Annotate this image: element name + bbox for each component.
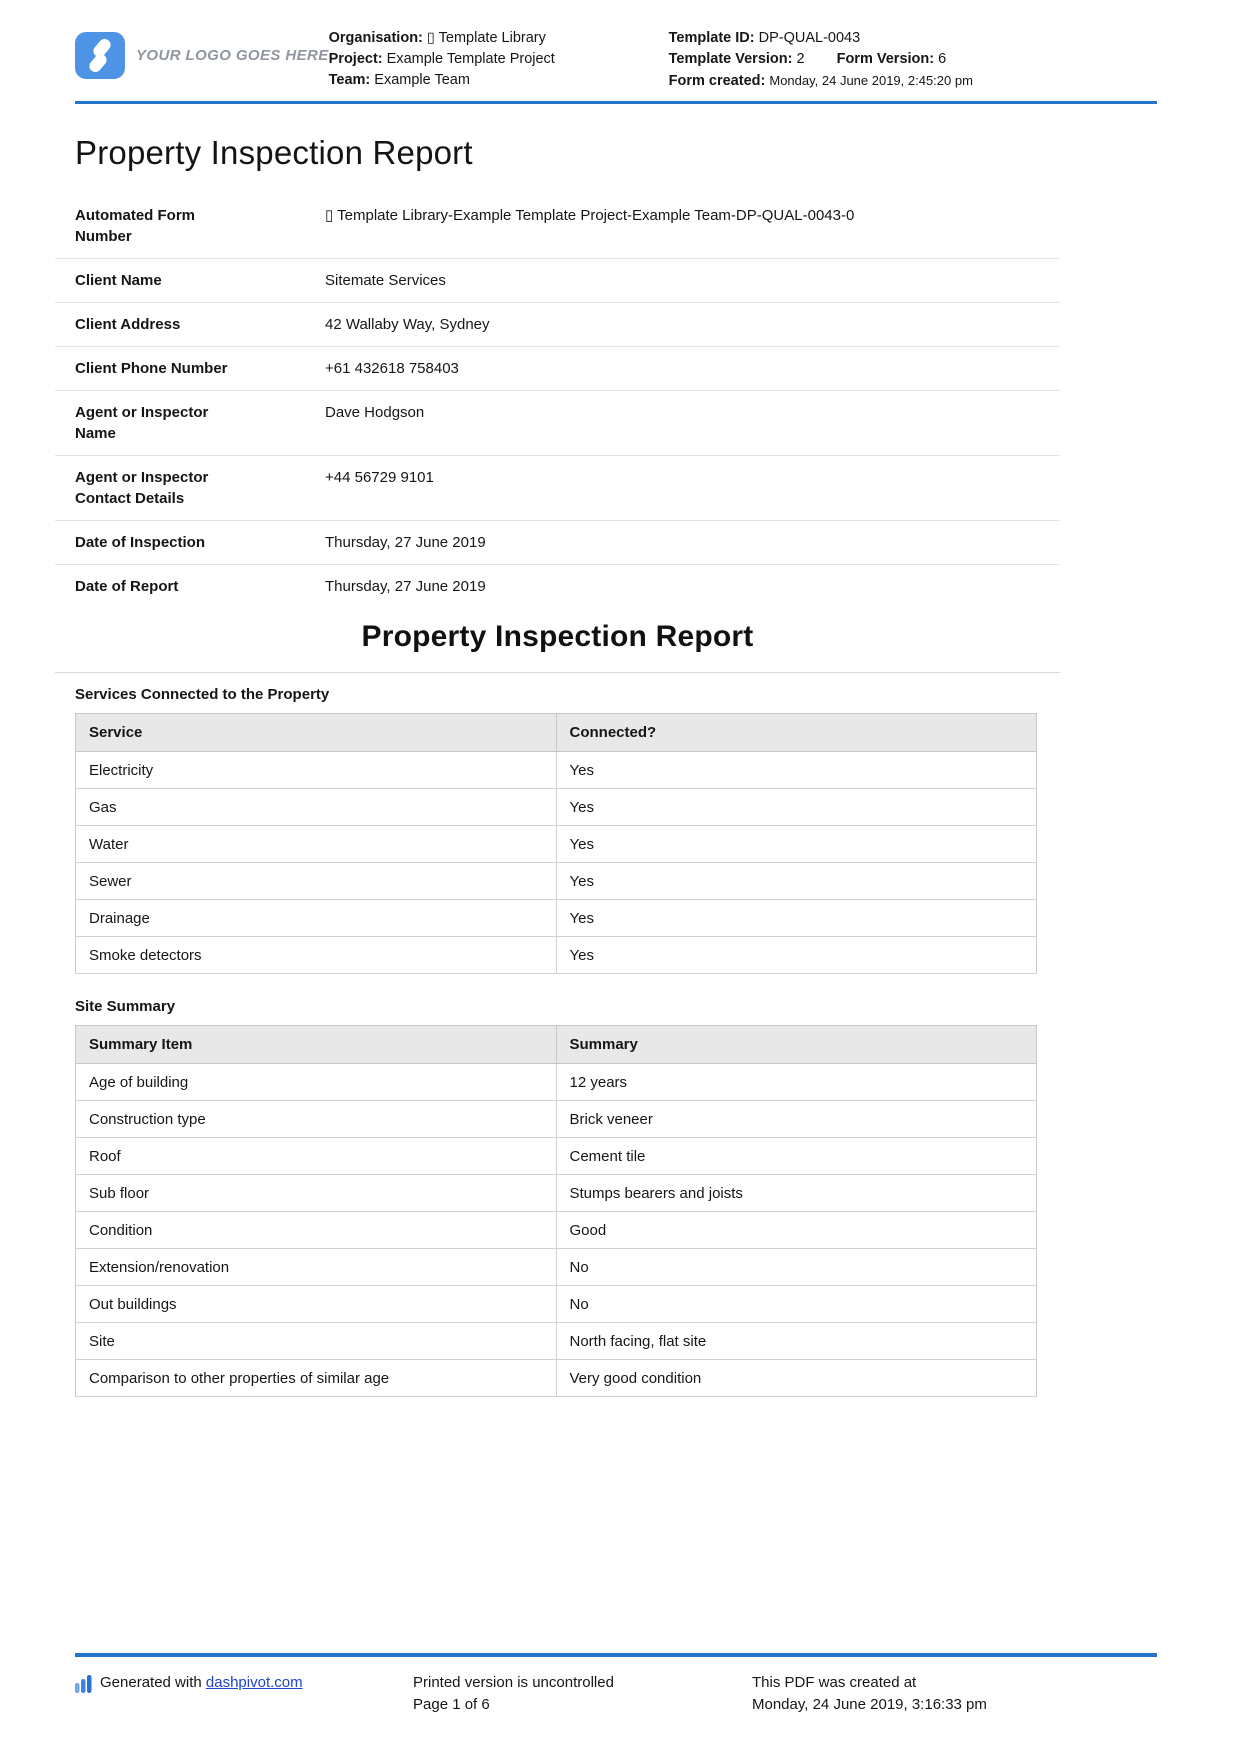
summary-item-cell: Comparison to other properties of similar age [76,1360,557,1397]
detail-row-client-phone [55,347,1060,391]
detail-label: Date of Inspection [75,534,206,551]
table-row [76,1175,1037,1212]
service-cell: Gas [76,789,557,826]
summary-item-cell: Sub floor [76,1175,557,1212]
detail-label: Automated Form Number [75,207,195,245]
form-created-value: Monday, 24 June 2019, 2:45:20 pm [769,73,973,88]
detail-value: ▯ Template Library-Example Template Project-Example Team-DP-QUAL-0043-0 [325,207,855,224]
detail-value: +61 432618 758403 [325,360,459,377]
pdf-created-label: This PDF was created at [752,1674,917,1691]
footer-divider [75,1653,1157,1657]
template-version-label: Template Version: [668,51,793,67]
form-created-line [669,70,1157,92]
detail-value: 42 Wallaby Way, Sydney [325,316,490,333]
detail-label: Agent or Inspector Name [75,404,209,442]
header-template-info [669,28,1157,92]
project-value: Example Template Project [386,51,555,67]
s-swirl-logo-icon [75,32,125,79]
summary-item-cell: Age of building [76,1064,557,1101]
summary-cell: Good [556,1212,1037,1249]
page-title: Property Inspection Report [75,134,473,171]
project-label: Project: [328,51,383,67]
team-value: Example Team [374,72,470,88]
summary-cell: Very good condition [556,1360,1037,1397]
connected-cell: Yes [556,863,1037,900]
footer-generated-with [75,1672,413,1716]
connected-cell: Yes [556,752,1037,789]
services-table [75,713,1037,974]
detail-row-date-of-report [55,565,1060,608]
report-title: Property Inspection Report [361,620,754,653]
table-row [76,1138,1037,1175]
template-id-value: DP-QUAL-0043 [758,30,861,46]
detail-value: Sitemate Services [325,272,446,289]
logo-placeholder-text: YOUR LOGO GOES HERE [136,47,329,64]
header-divider [75,101,1157,104]
form-version-value: 6 [938,51,947,67]
table-row [76,863,1037,900]
team-label: Team: [328,72,371,88]
site-summary-table [75,1025,1037,1397]
column-header-summary: Summary [556,1026,1037,1064]
detail-row-client-name [55,259,1060,303]
summary-cell: Brick veneer [556,1101,1037,1138]
detail-label: Client Address [75,316,181,333]
form-details-list [55,194,1060,608]
summary-item-cell: Out buildings [76,1286,557,1323]
footer-printed-info [413,1672,752,1716]
summary-item-cell: Extension/renovation [76,1249,557,1286]
detail-value: Dave Hodgson [325,404,425,421]
summary-cell: 12 years [556,1064,1037,1101]
connected-cell: Yes [556,789,1037,826]
column-header-summary-item: Summary Item [76,1026,557,1064]
pdf-created-timestamp: Monday, 24 June 2019, 3:16:33 pm [752,1696,987,1713]
detail-value: Thursday, 27 June 2019 [325,578,486,595]
organisation-value: ▯ Template Library [426,30,546,46]
service-cell: Sewer [76,863,557,900]
table-row [76,937,1037,974]
table-row [76,1286,1037,1323]
connected-cell: Yes [556,826,1037,863]
table-header-row [76,1026,1037,1064]
detail-row-client-address [55,303,1060,347]
detail-label: Client Name [75,272,162,289]
services-section-heading: Services Connected to the Property [75,686,330,703]
summary-cell: Stumps bearers and joists [556,1175,1037,1212]
dashpivot-link[interactable]: dashpivot.com [205,1674,303,1691]
detail-row-automated-form-number [55,194,1060,259]
organisation-label: Organisation: [328,30,423,46]
detail-row-date-of-inspection [55,521,1060,565]
summary-cell: No [556,1249,1037,1286]
report-title-block [55,608,1060,673]
connected-cell: Yes [556,937,1037,974]
detail-row-agent-name [55,391,1060,456]
site-summary-heading: Site Summary [75,998,176,1015]
detail-label: Client Phone Number [75,360,228,377]
page-number: Page 1 of 6 [413,1696,490,1713]
detail-label: Date of Report [75,578,179,595]
summary-item-cell: Condition [76,1212,557,1249]
table-row [76,1360,1037,1397]
template-id-label: Template ID: [668,30,755,46]
column-header-connected: Connected? [556,714,1037,752]
service-cell: Drainage [76,900,557,937]
template-version-value: 2 [796,51,805,67]
detail-value: +44 56729 9101 [325,469,434,486]
form-version-label: Form Version: [836,51,935,67]
organisation-line [329,28,669,49]
document-footer [75,1653,1157,1716]
table-row [76,1323,1037,1360]
summary-cell: Cement tile [556,1138,1037,1175]
table-row [76,826,1037,863]
table-row [76,1101,1037,1138]
logo [75,28,329,79]
summary-cell: No [556,1286,1037,1323]
table-row [76,900,1037,937]
connected-cell: Yes [556,900,1037,937]
generated-with-text [100,1672,303,1694]
detail-label: Agent or Inspector Contact Details [75,469,209,507]
table-row [76,1249,1037,1286]
summary-item-cell: Site [76,1323,557,1360]
service-cell: Electricity [76,752,557,789]
header-org-info [329,28,669,91]
generated-with-label: Generated with [100,1674,202,1691]
footer-created-info [752,1672,1157,1716]
summary-cell: North facing, flat site [556,1323,1037,1360]
table-row [76,1212,1037,1249]
service-cell: Water [76,826,557,863]
table-row [76,752,1037,789]
template-id-line [669,28,1157,49]
table-row [76,789,1037,826]
summary-item-cell: Construction type [76,1101,557,1138]
team-line [329,70,669,91]
detail-value: Thursday, 27 June 2019 [325,534,486,551]
bar-chart-icon [75,1672,92,1700]
service-cell: Smoke detectors [76,937,557,974]
detail-row-agent-contact [55,456,1060,521]
project-line [329,49,669,70]
column-header-service: Service [76,714,557,752]
form-created-label: Form created: [668,73,766,89]
table-header-row [76,714,1037,752]
printed-version-note: Printed version is uncontrolled [413,1674,614,1691]
table-row [76,1064,1037,1101]
summary-item-cell: Roof [76,1138,557,1175]
versions-line [669,49,1157,70]
document-header [75,28,1157,92]
